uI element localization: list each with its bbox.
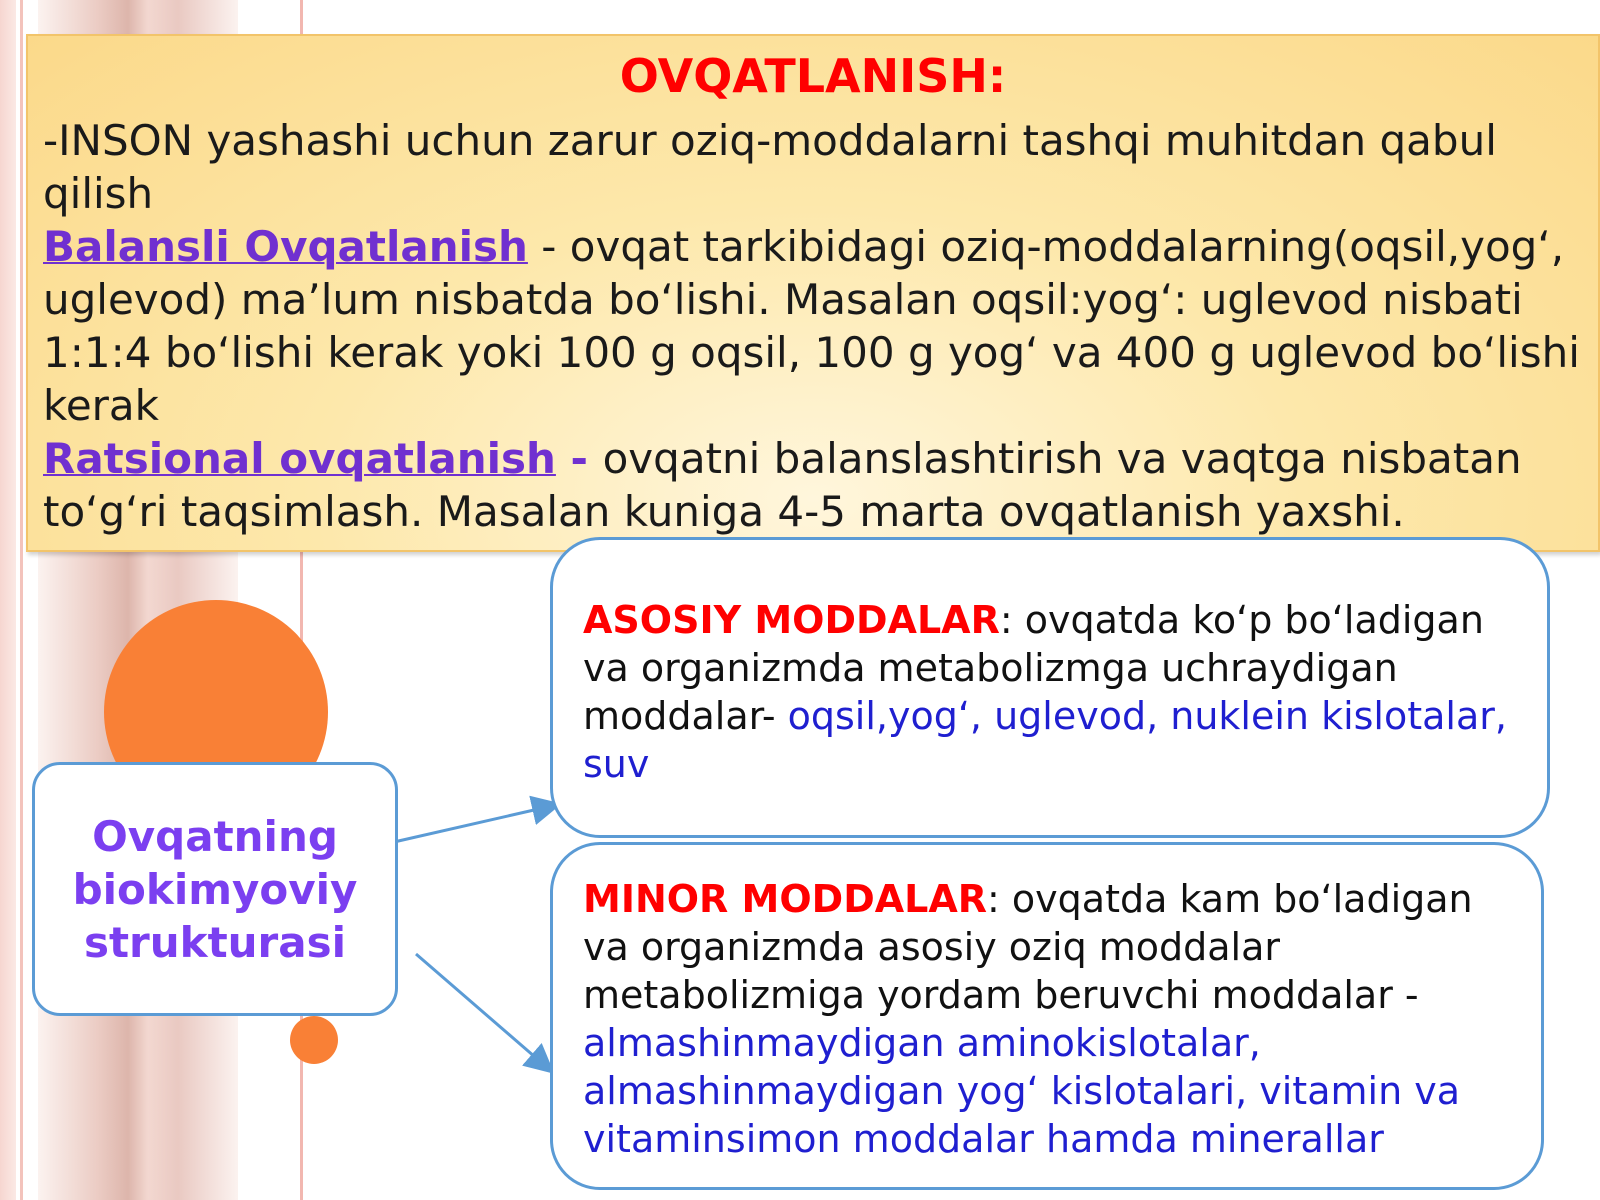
food-structure-label: [73, 810, 358, 969]
arrow-to-minor-nutrients: [416, 954, 550, 1070]
term-rational-definition: ovqatni balanslashtirish va vaqtga nisbatan to‘g‘ri taqsimlash. Masalan kuniga 4-5 marta ovqatlanish yaxshi.: [43, 434, 1522, 536]
minor-nutrients-box: [550, 842, 1544, 1190]
definition-intro: -INSON yashashi uchun zarur oziq-moddalarni tashqi muhitdan qabul qilish: [43, 116, 1497, 218]
minor-nutrients-text: [583, 875, 1523, 1163]
term-separator: -: [555, 434, 603, 483]
food-structure-line3: strukturasi: [83, 917, 347, 967]
term-balanced-nutrition[interactable]: Balansli Ovqatlanish: [43, 222, 528, 271]
main-nutrients-heading: ASOSIY MODDALAR: [583, 598, 1000, 642]
main-nutrients-description: : ovqatda ko‘p bo‘ladigan va organizmda metabolizmga uchraydigan moddalar-: [583, 598, 1484, 738]
food-structure-box: [32, 762, 398, 1016]
minor-nutrients-list: almashinmaydigan aminokislotalar, almashinmaydigan yog‘ kislotalari, vitamin va vitaminsimon moddalar hamda minerallar: [583, 1021, 1461, 1161]
main-nutrients-list: oqsil,yog‘, uglevod, nuklein kislotalar, suv: [583, 694, 1507, 786]
arrow-to-main-nutrients: [394, 805, 556, 842]
term-rational-nutrition[interactable]: Ratsional ovqatlanish: [43, 434, 556, 483]
main-nutrients-text: [583, 596, 1523, 788]
food-structure-line2: biokimyoviy: [72, 864, 358, 914]
minor-nutrients-description: : ovqatda kam bo‘ladigan va organizmda asosiy oziq moddalar metabolizmiga yordam beruvchi moddalar -: [583, 877, 1473, 1017]
main-nutrients-box: [550, 537, 1550, 838]
term-balanced-definition: - ovqat tarkibidagi oziq-moddalarning(oqsil,yog‘, uglevod) ma’lum nisbatda bo‘lishi. Masalan oqsil:yog‘: uglevod nisbati 1:1:4 bo‘lishi kerak yoki 100 g oqsil, 100 g yog‘ va 400 g uglevod bo‘lishi kerak: [43, 222, 1580, 430]
food-structure-line1: Ovqatning: [92, 811, 338, 861]
minor-nutrients-heading: MINOR MODDALAR: [583, 877, 988, 921]
slide-title: OVQATLANISH:: [619, 49, 1007, 103]
